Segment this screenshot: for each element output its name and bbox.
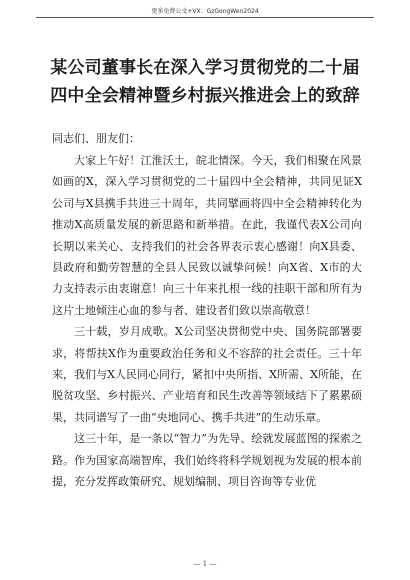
document-body bbox=[52, 150, 362, 493]
document-title: 某公司董事长在深入学习贯彻党的二十届四中全会精神暨乡村振兴推进会上的致辞 bbox=[50, 58, 360, 106]
paragraph: 大家上午好！江淮沃土，皖北情深。今天，我们相聚在风景如画的X，深入学习贯彻党的二十届四中全会精神，共同见证X公司与X县携手共进三十周年，共同擘画将四中全会精神转化为推动X高质量发展的新思路和新举措。在此，我谨代表X公司向长期以来关心、支持我们的社会各界表示衷心感谢！向X县委、县政府和勤劳智慧的全县人民致以诚挚问候！向X省、X市的大力支持表示由衷谢意！向三十年来扎根一线的挂职干部和所有为这片土地倾注心血的参与者、建设者们致以崇高敬意！ bbox=[52, 154, 362, 317]
page-number: — 1 — bbox=[193, 560, 217, 568]
salutation: 同志们、朋友们： bbox=[52, 132, 140, 145]
paragraph: 三十载，岁月成歌。X公司坚决贯彻党中央、国务院部署要求，将帮扶X作为重要政治任务和义不容辞的社会责任。三十年来，我们与X人民同心同行，紧扣中央所指、X所需、X所能，在脱贫攻坚、乡村振兴、产业培育和民生改善等领域结下了累累硕果，共同谱写了一曲“央地同心、携手共进”的生动乐章。 bbox=[52, 325, 362, 424]
page-header: 更多免费公文+VX：GzGongWen2024 bbox=[151, 8, 259, 15]
header-divider bbox=[36, 17, 374, 18]
paragraph: 这三十年，是一条以“智力”为先导、绘就发展蓝图的探索之路。作为国家高端智库，我们始终将科学规划视为发展的根本前提，充分发挥政策研究、规划编制、项目咨询等专业优 bbox=[52, 432, 362, 489]
